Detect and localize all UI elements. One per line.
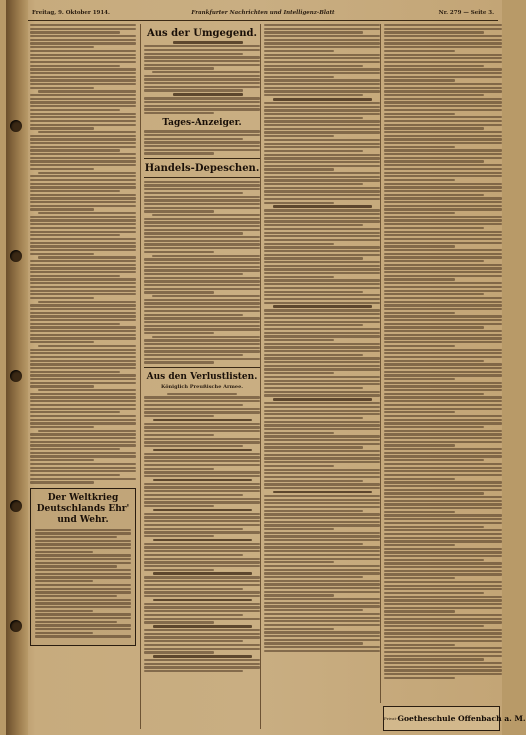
newspaper-page [6, 0, 526, 735]
page-header [28, 6, 498, 21]
verlust-heading: Aus den Verlustlisten. [146, 371, 258, 382]
goetheschule-ad [383, 706, 526, 731]
column-3 [260, 24, 380, 729]
weltkrieg-title: Der Weltkrieg Deutschlands Ehr' und Wehr. [36, 492, 130, 525]
masthead: Frankfurter Nachrichten und Intelligenz-Blatt [191, 10, 335, 16]
article-text [30, 24, 136, 484]
column-1 [30, 24, 136, 729]
ad-title: Goetheschule Offenbach a. M. [397, 714, 526, 723]
column-4 [380, 24, 502, 703]
column-2 [140, 24, 260, 729]
weltkrieg-ad [30, 488, 136, 647]
umgegend-heading: Aus der Umgegend. [147, 28, 257, 39]
page-number: Nr. 279 — Seite 3. [438, 10, 494, 16]
handels-heading: Handels-Depeschen. [144, 162, 260, 174]
verlust-subtitle: Königlich Preußische Armee. [160, 383, 244, 390]
binding-edge [6, 0, 28, 735]
issue-date: Freitag, 9. Oktober 1914. [32, 10, 110, 16]
tages-anzeiger-heading: Tages-Anzeiger. [162, 118, 242, 129]
ad-label: Privat- [384, 716, 398, 721]
